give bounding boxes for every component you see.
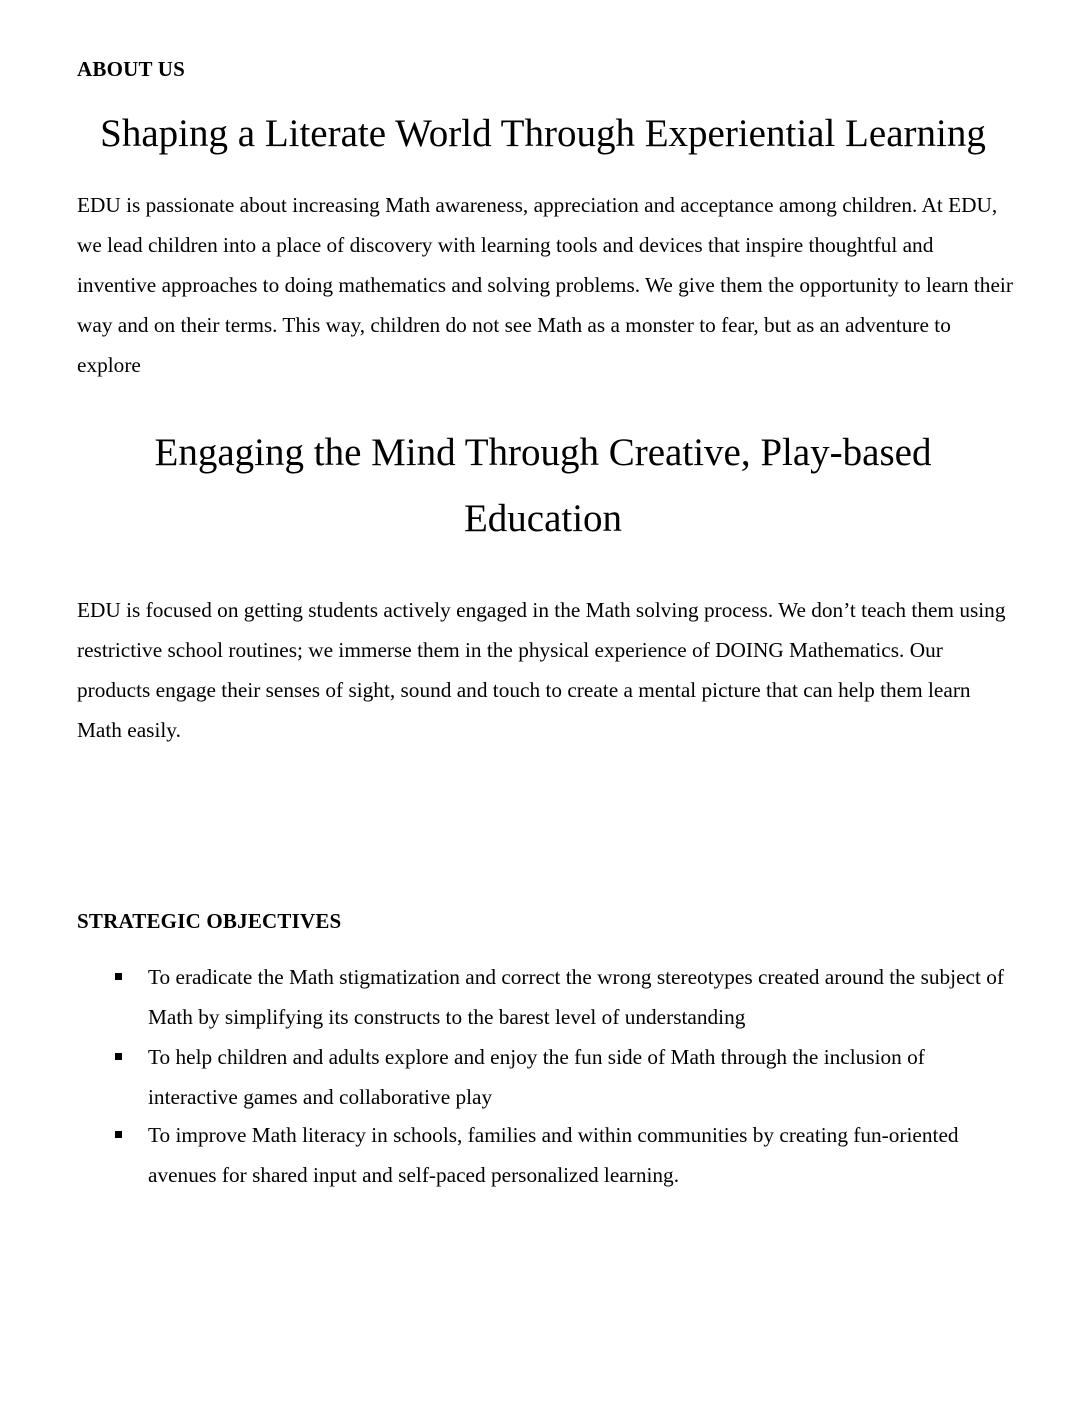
objective-text: To help children and adults explore and enjoy the fun side of Math through the inclusion of interactive games and collaborative play [148, 1045, 925, 1109]
square-bullet-icon [115, 1131, 122, 1138]
engaging-paragraph: EDU is focused on getting students actively engaged in the Math solving process. We don’t teach them using restrictive school routines; we immerse them in the physical experience of DOING Mathematics. Our products engage their senses of sight, sound and touch to create a mental picture that can help them learn Math easily. [77, 598, 1006, 742]
square-bullet-icon [115, 973, 122, 980]
objective-text: To improve Math literacy in schools, families and within communities by creating fun-oriented avenues for shared input and self-paced personalized learning. [148, 1123, 959, 1187]
objective-item [115, 1115, 1015, 1195]
objective-item [115, 1037, 1015, 1117]
objective-text: To eradicate the Math stigmatization and correct the wrong stereotypes created around the subject of Math by simplifying its constructs to the barest level of understanding [148, 965, 1004, 1029]
about-heading: Shaping a Literate World Through Experiential Learning [100, 112, 986, 155]
objectives-list [115, 957, 1015, 1195]
objective-item [115, 957, 1015, 1037]
strategic-objectives-label: STRATEGIC OBJECTIVES [77, 909, 342, 933]
about-us-label: ABOUT US [77, 57, 185, 81]
about-paragraph: EDU is passionate about increasing Math awareness, appreciation and acceptance among children. At EDU, we lead children into a place of discovery with learning tools and devices that inspire thoughtful and inventive approaches to doing mathematics and solving problems. We give them the opportunity to learn their way and on their terms. This way, children do not see Math as a monster to fear, but as an adventure to explore [77, 193, 1013, 377]
engaging-heading: Engaging the Mind Through Creative, Play-based Education [154, 431, 932, 540]
square-bullet-icon [115, 1053, 122, 1060]
